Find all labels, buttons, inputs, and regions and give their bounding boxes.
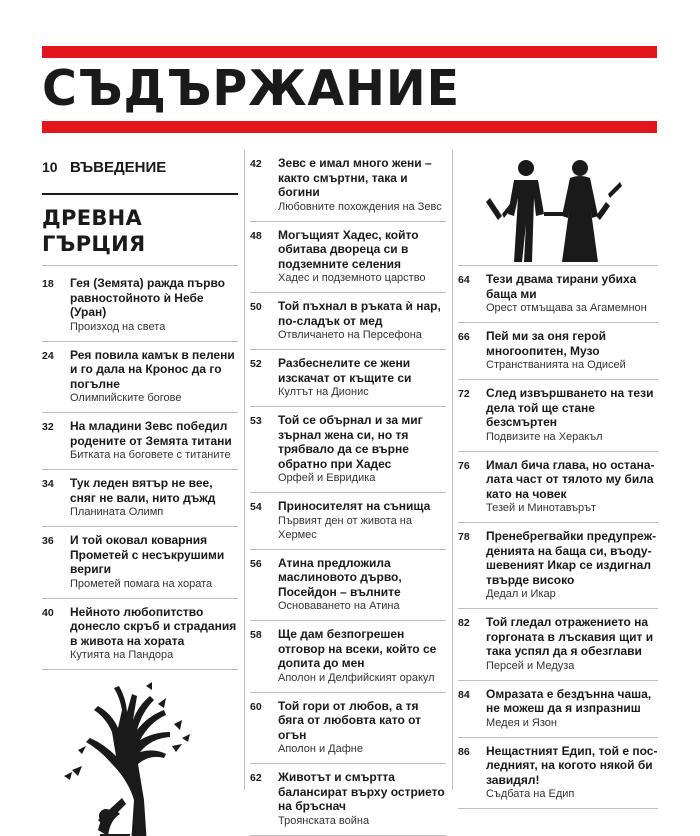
two-figures-illustration xyxy=(458,154,658,266)
toc-column-1 xyxy=(42,150,238,836)
toc-entry-heading: И той оковал коварния Прометей с несъкрушими вериги xyxy=(70,533,225,576)
toc-entry-subtitle: Аполон и Делфийският оракул xyxy=(278,671,435,684)
toc-entry-subtitle: Персей и Медуза xyxy=(486,659,575,672)
toc-entry-subtitle: Троянската война xyxy=(278,814,370,827)
toc-entry[interactable] xyxy=(42,342,238,414)
toc-entry[interactable] xyxy=(250,550,446,622)
toc-entry-subtitle: Странстванията на Одисей xyxy=(486,359,626,371)
toc-entry-heading: Животът и смъртта балансират върху острието на бръснач xyxy=(278,770,445,813)
toc-entry-page-number: 86 xyxy=(458,745,470,758)
toc-entry[interactable] xyxy=(458,452,658,524)
toc-entry-body xyxy=(278,228,446,286)
toc-entry-body xyxy=(70,533,238,591)
toc-entry-heading: Нейното любопитство донесло скръб и страдания в живота на хората xyxy=(70,604,237,648)
toc-entry-heading: Гея (Земята) ражда първо равностойното ѝ Небе (Уран) xyxy=(70,276,226,319)
toc-entry-page-number: 53 xyxy=(250,415,262,427)
toc-entry-heading: Той гори от любов, а тя бяга от любовта като от огън xyxy=(278,698,422,742)
toc-entry-body xyxy=(486,458,658,516)
toc-entry[interactable] xyxy=(458,323,658,380)
toc-entry-heading: Тези двама тирани убиха баща ми xyxy=(486,272,637,301)
toc-entry-page-number: 42 xyxy=(250,158,262,170)
toc-entry-heading: Той гледал отражението на горгоната в лъскавия щит и така успял да я обезглави xyxy=(486,615,654,658)
toc-entry[interactable] xyxy=(250,621,446,693)
page-title: СЪДЪРЖАНИЕ xyxy=(42,60,461,117)
toc-entry-heading: Тук леден вятър не вее, сняг не вали, нито дъжд xyxy=(70,476,216,505)
toc-entry-heading: Пей ми за оня герой многоопитен, Музо xyxy=(486,329,607,358)
toc-entry-page-number: 64 xyxy=(458,274,470,286)
toc-entry[interactable] xyxy=(250,407,446,493)
toc-entry-heading: Могъщият Хадес, който обитава двореца си в подземните селения xyxy=(278,227,419,271)
toc-entry[interactable] xyxy=(42,413,238,470)
entry-list xyxy=(458,266,658,809)
toc-entry-body xyxy=(278,699,446,757)
toc-entry-heading: Рея повила камък в пелени и го дала на Кронос да го погълне xyxy=(70,347,235,391)
toc-entry-page-number: 48 xyxy=(250,229,262,242)
toc-entry-heading: Разбеснелите се жени изскачат от къщите си xyxy=(278,356,412,385)
toc-entry-page-number: 84 xyxy=(458,688,470,701)
toc-entry[interactable] xyxy=(458,380,658,452)
toc-entry-page-number: 62 xyxy=(250,772,262,784)
toc-entry-subtitle: Аполон и Дафне xyxy=(278,743,363,755)
toc-entry-page-number: 78 xyxy=(458,531,470,543)
toc-entry-page-number: 36 xyxy=(42,535,54,547)
toc-entry-body xyxy=(278,627,446,685)
toc-entry-heading: Приносителят на сънища xyxy=(278,499,431,513)
toc-entry-page-number: 54 xyxy=(250,501,262,513)
toc-entry-body xyxy=(486,272,658,315)
toc-entry-body xyxy=(278,299,446,342)
toc-entry-page-number: 56 xyxy=(250,557,262,570)
toc-entry-page-number: 60 xyxy=(250,700,262,713)
toc-entry[interactable] xyxy=(42,527,238,599)
toc-entry-page-number: 32 xyxy=(42,421,54,433)
toc-entry[interactable] xyxy=(250,693,446,765)
toc-entry-body xyxy=(70,419,238,462)
toc-entry-subtitle: Основаването на Атина xyxy=(278,600,400,612)
toc-entry-body xyxy=(70,476,238,519)
toc-entry-page-number: 72 xyxy=(458,388,470,400)
toc-entry-subtitle: Тезей и Минотавърът xyxy=(486,502,597,514)
toc-entry-subtitle: Отвличането на Персефона xyxy=(278,329,422,341)
toc-entry-subtitle: Орфей и Евридика xyxy=(278,472,376,484)
toc-entry-body xyxy=(70,348,238,406)
toc-entry[interactable] xyxy=(458,266,658,323)
toc-entry-heading: Ще дам безпогрешен отговор на всеки, който се допита до мен xyxy=(278,627,437,670)
toc-entry-heading: Той пъхнал в ръката ѝ нар, по-сладък от мед xyxy=(278,299,441,328)
toc-entry-body xyxy=(486,744,658,802)
toc-entry-subtitle: Любовните похождения на Зевс xyxy=(278,200,442,213)
toc-entry[interactable] xyxy=(250,350,446,407)
toc-entry[interactable] xyxy=(250,493,446,550)
top-red-bar xyxy=(42,46,657,58)
toc-entry[interactable] xyxy=(458,523,658,609)
toc-entry-heading: Пренебрегвайки предупрежденията на баща си, въодушевеният Икар се издигнал твърде високо xyxy=(486,529,657,587)
toc-entry-subtitle: Произход на света xyxy=(70,320,166,333)
toc-entry-subtitle: Орест отмъщава за Агамемнон xyxy=(486,302,647,314)
toc-entry-heading: След извършването на тези дела той ще стане безсмъртен xyxy=(486,386,654,429)
column-divider xyxy=(244,150,245,790)
toc-entry-subtitle: Първият ден от живота на Хермес xyxy=(278,514,412,541)
toc-entry-heading: Той се обърнал и за миг зърнал жена си, но тя трябвало да се върне обратно при Хадес xyxy=(278,413,423,471)
toc-entry-page-number: 40 xyxy=(42,606,54,619)
toc-entry-subtitle: Прометей помага на хората xyxy=(70,577,213,590)
toc-entry-heading: Имал бича глава, но останалата част от тялото му била като на човек xyxy=(486,457,655,501)
toc-entry-page-number: 52 xyxy=(250,358,262,370)
intro-label: ВЪВЕДЕНИЕ xyxy=(70,159,167,176)
toc-entry-heading: Зевс е имал много жени – както смъртни, така и богини xyxy=(278,156,432,199)
toc-column-2 xyxy=(250,150,446,836)
toc-entry[interactable] xyxy=(458,609,658,681)
intro-page-number: 10 xyxy=(42,159,58,175)
toc-entry-body xyxy=(278,770,446,828)
toc-entry[interactable] xyxy=(42,470,238,527)
toc-entry-body xyxy=(278,356,446,399)
toc-entry-body xyxy=(70,276,238,334)
toc-entry[interactable] xyxy=(458,738,658,810)
toc-entry[interactable] xyxy=(42,599,238,671)
entry-list xyxy=(250,150,446,836)
toc-entry-subtitle: Подвизите на Херакъл xyxy=(486,430,603,443)
toc-entry-subtitle: Култът на Дионис xyxy=(278,386,369,398)
toc-entry-body xyxy=(486,529,658,601)
toc-entry-subtitle: Медея и Язон xyxy=(486,716,557,729)
toc-entry[interactable] xyxy=(250,293,446,350)
toc-entry-subtitle: Хадес и подземното царство xyxy=(278,272,426,284)
toc-entry-body xyxy=(486,386,658,444)
toc-entry-page-number: 82 xyxy=(458,617,470,629)
toc-entry[interactable] xyxy=(250,222,446,294)
toc-entry-subtitle: Олимпийските богове xyxy=(70,392,182,404)
toc-entry-subtitle: Кутията на Пандора xyxy=(70,649,174,661)
toc-entry-page-number: 58 xyxy=(250,629,262,641)
toc-entry-subtitle: Битката на боговете с титаните xyxy=(70,449,231,461)
toc-entry[interactable] xyxy=(42,266,238,342)
section-heading: ДРЕВНА ГЪРЦИЯ xyxy=(42,193,238,266)
column-divider xyxy=(452,150,453,790)
toc-entry-body xyxy=(70,605,238,663)
toc-entry[interactable] xyxy=(250,764,446,836)
toc-entry-page-number: 50 xyxy=(250,301,262,313)
toc-entry-body xyxy=(278,556,446,614)
toc-entry-body xyxy=(486,687,658,730)
toc-entry[interactable] xyxy=(250,150,446,222)
toc-entry-body xyxy=(278,156,446,214)
toc-entry-page-number: 18 xyxy=(42,278,54,290)
bottom-red-bar xyxy=(42,121,657,133)
toc-entry[interactable] xyxy=(458,681,658,738)
toc-entry-heading: Нещастният Едип, той е последният, на когото някой би завидял! xyxy=(486,743,658,787)
toc-entry-page-number: 34 xyxy=(42,478,54,490)
toc-entry-body xyxy=(486,329,658,372)
toc-entry-subtitle: Планината Олимп xyxy=(70,506,164,518)
toc-entry-body xyxy=(278,413,446,485)
toc-entry-heading: Атина предложила маслиновото дърво, Посейдон – вълните xyxy=(278,555,402,599)
toc-entry-page-number: 66 xyxy=(458,331,470,343)
toc-entry-heading: На младини Зевс победил родените от Земята титани xyxy=(70,419,232,448)
entry-list xyxy=(42,266,238,670)
toc-entry-body xyxy=(486,615,658,673)
toc-entry-page-number: 76 xyxy=(458,459,470,472)
toc-entry-page-number: 24 xyxy=(42,349,54,362)
toc-entry-subtitle: Дедал и Икар xyxy=(486,588,556,600)
intro-entry[interactable] xyxy=(42,150,238,177)
toc-entry-heading: Омразата е бездънна чаша, не можеш да я изпразниш xyxy=(486,686,652,715)
tree-figure-illustration xyxy=(42,680,238,836)
toc-column-3 xyxy=(458,150,658,809)
toc-entry-subtitle: Съдбата на Едип xyxy=(486,788,575,800)
toc-entry-body xyxy=(278,499,446,542)
